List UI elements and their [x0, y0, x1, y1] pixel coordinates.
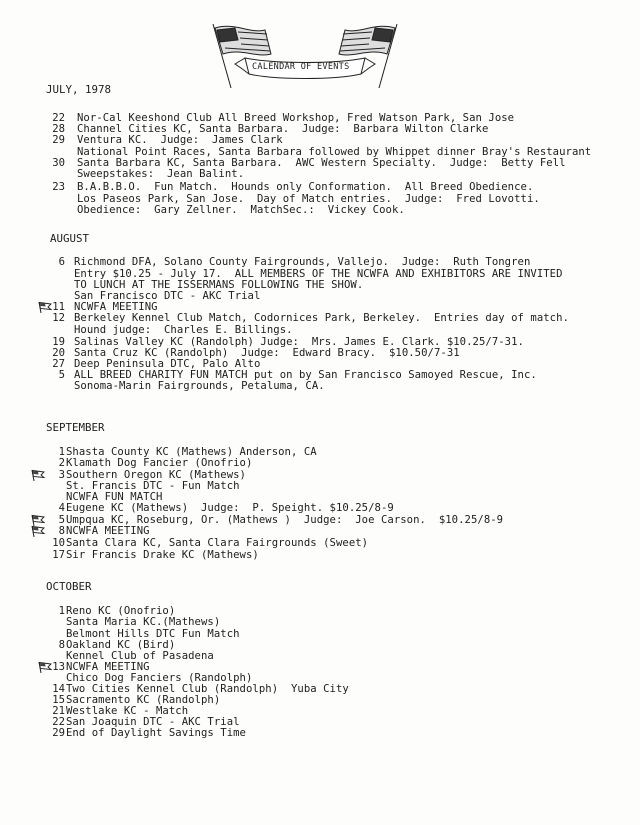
- event-line: Umpqua KC, Roseburg, Or. (Mathews ) Judge: Joe Carson. $10.25/8-9: [66, 514, 504, 526]
- event-line: Oakland KC (Bird): [66, 639, 176, 651]
- event-line: Deep Peninsula DTC, Palo Alto: [74, 358, 261, 370]
- entry-day: 12: [52, 312, 65, 324]
- entry-day: 8: [58, 639, 65, 651]
- calendar-of-events-banner: CALENDAR OF EVENTS: [252, 62, 350, 72]
- entry-day: 29: [52, 727, 65, 739]
- event-line: St. Francis DTC - Fun Match: [66, 480, 240, 492]
- section-title-july: JULY, 1978: [46, 83, 112, 96]
- event-line: Santa Maria KC.(Mathews): [66, 616, 221, 628]
- entry-day: 20: [52, 347, 65, 359]
- entry-day: 2: [58, 457, 65, 469]
- event-line: Kennel Club of Pasadena: [66, 650, 214, 662]
- event-line: Sonoma-Marin Fairgrounds, Petaluma, CA.: [74, 380, 325, 392]
- event-line: Berkeley Kennel Club Match, Codornices Park, Berkeley. Entries day of match.: [74, 312, 569, 324]
- entry-day: 23: [52, 181, 65, 193]
- event-line: Hound judge: Charles E. Billings.: [74, 324, 293, 336]
- crossed-flags-logo: [205, 18, 405, 98]
- event-line: Belmont Hills DTC Fun Match: [66, 628, 240, 640]
- entry-day: 10: [52, 537, 65, 549]
- entry-day: 5: [58, 369, 65, 381]
- event-line: Westlake KC - Match: [66, 705, 189, 717]
- flag-icon: [30, 466, 46, 478]
- entry-day: 5: [58, 514, 65, 526]
- event-line: Santa Cruz KC (Randolph) Judge: Edward Bracy. $10.50/7-31: [74, 347, 460, 359]
- event-line: NCWFA MEETING: [66, 661, 150, 673]
- flag-icon: [37, 298, 53, 310]
- entry-day: 4: [58, 502, 65, 514]
- entry-day: 11: [52, 301, 65, 313]
- entry-day: 27: [52, 358, 65, 370]
- section-title-september: SEPTEMBER: [46, 421, 105, 434]
- section-title-october: OCTOBER: [46, 580, 92, 593]
- entry-day: 19: [52, 336, 65, 348]
- event-line: NCWFA MEETING: [66, 525, 150, 537]
- event-line: Two Cities Kennel Club (Randolph) Yuba City: [66, 683, 349, 695]
- entry-day: 8: [58, 525, 65, 537]
- event-line: NCWFA MEETING: [74, 301, 158, 313]
- event-line: San Francisco DTC - AKC Trial: [74, 290, 261, 302]
- entry-day: 28: [52, 123, 65, 135]
- event-line: Santa Clara KC, Santa Clara Fairgrounds (Sweet): [66, 537, 369, 549]
- entry-day: 3: [58, 469, 65, 481]
- entry-day: 17: [52, 549, 65, 561]
- event-line: Los Paseos Park, San Jose. Day of Match entries. Judge: Fred Lovotti.: [77, 193, 540, 205]
- event-line: Sacramento KC (Randolph): [66, 694, 221, 706]
- section-title-august: AUGUST: [50, 232, 90, 245]
- event-line: Ventura KC. Judge: James Clark: [77, 134, 283, 146]
- event-line: Richmond DFA, Solano County Fairgrounds, Vallejo. Judge: Ruth Tongren: [74, 256, 531, 268]
- event-line: Santa Barbara KC, Santa Barbara. AWC Western Specialty. Judge: Betty Fell: [77, 157, 566, 169]
- entry-day: 15: [52, 694, 65, 706]
- event-line: TO LUNCH AT THE ISSERMANS FOLLOWING THE SHOW.: [74, 279, 364, 291]
- event-line: Salinas Valley KC (Randolph) Judge: Mrs. James E. Clark. $10.25/7-31.: [74, 336, 524, 348]
- event-line: San Joaquin DTC - AKC Trial: [66, 716, 240, 728]
- entry-day: 21: [52, 705, 65, 717]
- event-line: National Point Races, Santa Barbara followed by Whippet dinner Bray's Restaurant: [77, 146, 592, 158]
- event-line: Southern Oregon KC (Mathews): [66, 469, 246, 481]
- event-line: NCWFA FUN MATCH: [66, 491, 163, 503]
- entry-day: 6: [58, 256, 65, 268]
- entry-day: 14: [52, 683, 65, 695]
- entry-day: 1: [58, 446, 65, 458]
- event-line: Sweepstakes: Jean Balint.: [77, 168, 245, 180]
- entry-day: 30: [52, 157, 65, 169]
- entry-day: 22: [52, 716, 65, 728]
- event-line: Chico Dog Fanciers (Randolph): [66, 672, 253, 684]
- event-line: Nor-Cal Keeshond Club All Breed Workshop, Fred Watson Park, San Jose: [77, 112, 515, 124]
- event-line: Shasta County KC (Mathews) Anderson, CA: [66, 446, 317, 458]
- event-line: ALL BREED CHARITY FUN MATCH put on by San Francisco Samoyed Rescue, Inc.: [74, 369, 537, 381]
- entry-day: 13: [52, 661, 65, 673]
- event-line: B.A.B.B.O. Fun Match. Hounds only Conformation. All Breed Obedience.: [77, 181, 534, 193]
- event-line: Klamath Dog Fancier (Onofrio): [66, 457, 253, 469]
- event-line: Obedience: Gary Zellner. MatchSec.: Vickey Cook.: [77, 204, 405, 216]
- event-line: Eugene KC (Mathews) Judge: P. Speight. $10.25/8-9: [66, 502, 394, 514]
- entry-day: 29: [52, 134, 65, 146]
- event-line: Entry $10.25 - July 17. ALL MEMBERS OF THE NCWFA AND EXHIBITORS ARE INVITED: [74, 268, 563, 280]
- entry-day: 22: [52, 112, 65, 124]
- event-line: Channel Cities KC, Santa Barbara. Judge: Barbara Wilton Clarke: [77, 123, 489, 135]
- flag-icon: [30, 522, 46, 534]
- event-line: Sir Francis Drake KC (Mathews): [66, 549, 259, 561]
- event-line: Reno KC (Onofrio): [66, 605, 176, 617]
- entry-day: 1: [58, 605, 65, 617]
- event-line: End of Daylight Savings Time: [66, 727, 246, 739]
- flag-icon: [37, 658, 53, 670]
